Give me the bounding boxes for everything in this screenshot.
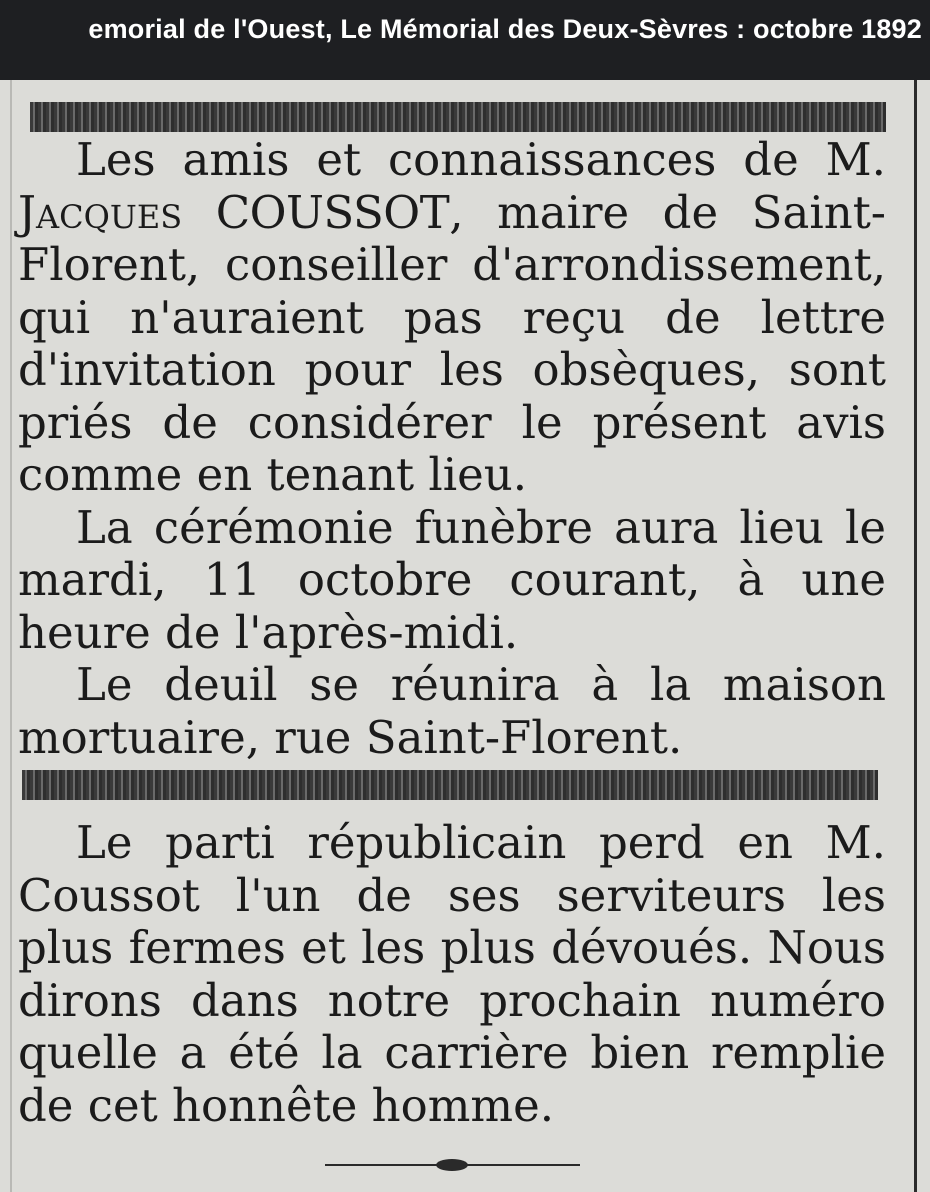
notice-paragraph-1-post: , maire de Saint-Florent, conseiller d'arrondissement, qui n'auraient pas reçu de lettre d'invitation pour les obsèques, sont priés de considérer le présent avis comme en tenant lieu. [18,185,886,501]
deceased-surname: COUSSOT [215,185,450,239]
newspaper-page [0,80,930,1192]
separator-band-top [30,102,886,132]
window-title: emorial de l'Ouest, Le Mémorial des Deux-Sèvres : octobre 1892 [88,14,922,44]
notice-paragraph-3: Le deuil se réunira à la maison mortuaire, rue Saint-Florent. [18,658,886,764]
separator-band-middle [22,770,878,800]
page-edge [10,80,12,1192]
deceased-first-name: Jacques [18,185,183,239]
window-title-bar [0,0,930,80]
tribute-article [18,817,886,1132]
ornament-divider-icon [325,1157,580,1173]
tribute-paragraph: Le parti républicain perd en M. Coussot l'un de ses serviteurs les plus fermes et les plus dévoués. Nous dirons dans notre prochain numéro quelle a été la carrière bien remplie de cet honnête homme. [18,816,886,1132]
notice-paragraph-2: La cérémonie funèbre aura lieu le mardi, 11 octobre courant, à une heure de l'après-midi. [18,500,886,659]
notice-paragraph-1-pre: Les amis et connaissances de M. [76,133,886,186]
column-rule [914,80,917,1192]
notice-paragraph-1 [18,134,886,502]
obituary-notice [18,134,886,764]
